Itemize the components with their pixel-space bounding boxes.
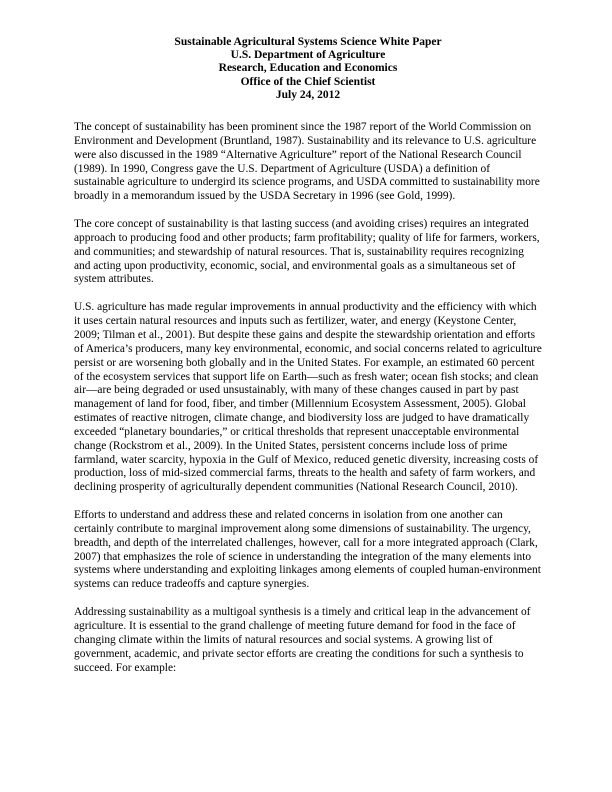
document-date: July 24, 2012 xyxy=(275,88,341,101)
document-page xyxy=(74,36,542,689)
paragraph-integrated-approach: Efforts to understand and address these and related concerns in isolation from one another can certainly contribute to marginal improvement along some dimensions of sustainability. The urgency, breadth, and depth of the interrelated challenges, however, call for a more integrated approach (Clark, 2007) that emphasizes the role of science in understanding the integration of the many elements into systems where understanding and exploiting linkages among elements of coupled human-environment systems can reduce tradeoffs and capture synergies. xyxy=(74,509,541,591)
office-name: Office of the Chief Scientist xyxy=(240,75,376,88)
paragraph-core-concept: The core concept of sustainability is that lasting success (and avoiding crises) requires an integrated approach to producing food and other products; farm profitability; quality of life for farmers, workers, and communities; and stewardship of natural resources. That is, sustainability requires recognizing and acting upon productivity, economic, social, and environmental goals as a simultaneous set of system attributes. xyxy=(74,218,540,286)
document-body xyxy=(74,121,542,675)
department-name: U.S. Department of Agriculture xyxy=(230,49,386,62)
paragraph-multigoal-synthesis: Addressing sustainability as a multigoal synthesis is a timely and critical leap in the advancement of agriculture. It is essential to the grand challenge of meeting future demand for food in the face of changing climate within the limits of natural resources and social systems. A growing list of government, academic, and private sector efforts are creating the conditions for such a synthesis to succeed. For example: xyxy=(74,606,531,674)
document-header xyxy=(74,36,542,102)
paragraph-sustainability-history: The concept of sustainability has been prominent since the 1987 report of the World Commission on Environment and Development (Bruntland, 1987). Sustainability and its relevance to U.S. agriculture were also discussed in the 1989 “Alternative Agriculture” report of the National Research Council (1989). In 1990, Congress gave the U.S. Department of Agriculture (USDA) a definition of sustainable agriculture to undergird its science programs, and USDA committed to sustainability more broadly in a memorandum issued by the USDA Secretary in 1996 (see Gold, 1999). xyxy=(74,121,540,203)
document-title: Sustainable Agricultural Systems Science White Paper xyxy=(174,36,442,48)
paragraph-us-agriculture-concerns: U.S. agriculture has made regular improvements in annual productivity and the efficiency with which it uses certain natural resources and inputs such as fertilizer, water, and energy (Keystone Center, 2009; Tilman et al., 2001). But despite these gains and despite the stewardship orientation and efforts of America’s producers, many key environmental, economic, and social concerns related to agriculture persist or are worsening both globally and in the United States. For example, an estimated 60 percent of the ecosystem services that support life on Earth—such as fresh water; ocean fish stocks; and clean air—are being degraded or used unsustainably, with many of these changes caused in part by past management of land for food, fiber, and timber (Millennium Ecosystem Assessment, 2005). Global estimates of reactive nitrogen, climate change, and biodiversity loss are judged to have dramatically exceeded “planetary boundaries,” or critical thresholds that represent unacceptable environmental change (Rockstrom et al., 2009). In the United States, persistent concerns include loss of prime farmland, water scarcity, hypoxia in the Gulf of Mexico, reduced genetic diversity, increasing costs of production, loss of mid-sized commercial farms, threats to the health and safety of farm workers, and declining prosperity of agriculturally dependent communities (National Research Council, 2010). xyxy=(74,301,542,494)
division-name: Research, Education and Economics xyxy=(218,62,398,75)
